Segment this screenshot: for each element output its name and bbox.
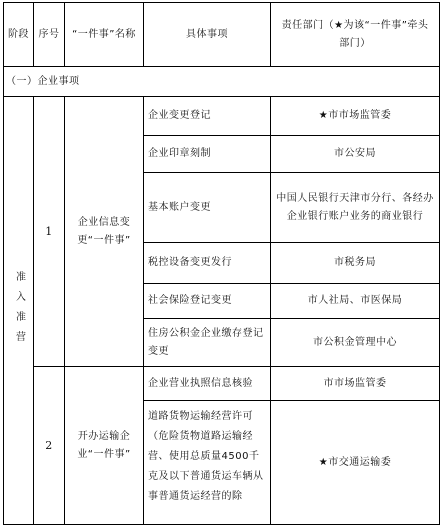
table-row-dept: 市市场监管委 <box>323 377 387 389</box>
table-row-item: 道路货物运输经营许可（危险货物道路运输经营、使用总质量4500千克及以下普通货运车辆从事普通货运经营的除 <box>148 411 264 502</box>
table-row-dept: ★市交通运输委 <box>318 456 392 468</box>
table-row-item: 住房公积金企业缴存登记变更 <box>148 327 264 357</box>
table-row-item: 企业变更登记 <box>148 110 211 121</box>
table-row-item: 社会保险登记变更 <box>148 295 232 306</box>
group-2-seq: 2 <box>45 438 53 452</box>
stage-label: 准入准营 <box>13 270 25 351</box>
group-1-name: 企业信息变更“一件事” <box>77 216 131 246</box>
header-dept: 责任部门（★为该“一件事”牵头部门） <box>281 19 429 49</box>
table-row-item: 税控设备变更发行 <box>148 257 232 268</box>
group-2-name: 开办运输企业“一件事” <box>77 430 131 460</box>
table-row-dept: 市税务局 <box>334 257 376 268</box>
table-row-item: 企业营业执照信息核验 <box>148 377 253 389</box>
group-1-seq: 1 <box>45 224 53 238</box>
stage-cell <box>4 97 33 524</box>
header-item: 具体事项 <box>186 28 228 40</box>
table-row-dept: 市人社局、市医保局 <box>307 295 403 306</box>
header-seq: 序号 <box>38 28 60 40</box>
header-name: “一件事”名称 <box>72 28 136 40</box>
table-row-dept: 市公积金管理中心 <box>313 336 397 348</box>
table-row-item: 基本账户变更 <box>148 201 211 213</box>
table-row-dept: 市公安局 <box>334 148 376 159</box>
header-stage: 阶段 <box>8 28 29 40</box>
table-row-dept: 中国人民银行天津市分行、各经办企业银行账户业务的商业银行 <box>276 192 434 222</box>
table-row-item: 企业印章刻制 <box>148 148 211 159</box>
table-row-dept: ★市市场监管委 <box>318 110 392 121</box>
section-title: （一）企业事项 <box>6 75 80 87</box>
